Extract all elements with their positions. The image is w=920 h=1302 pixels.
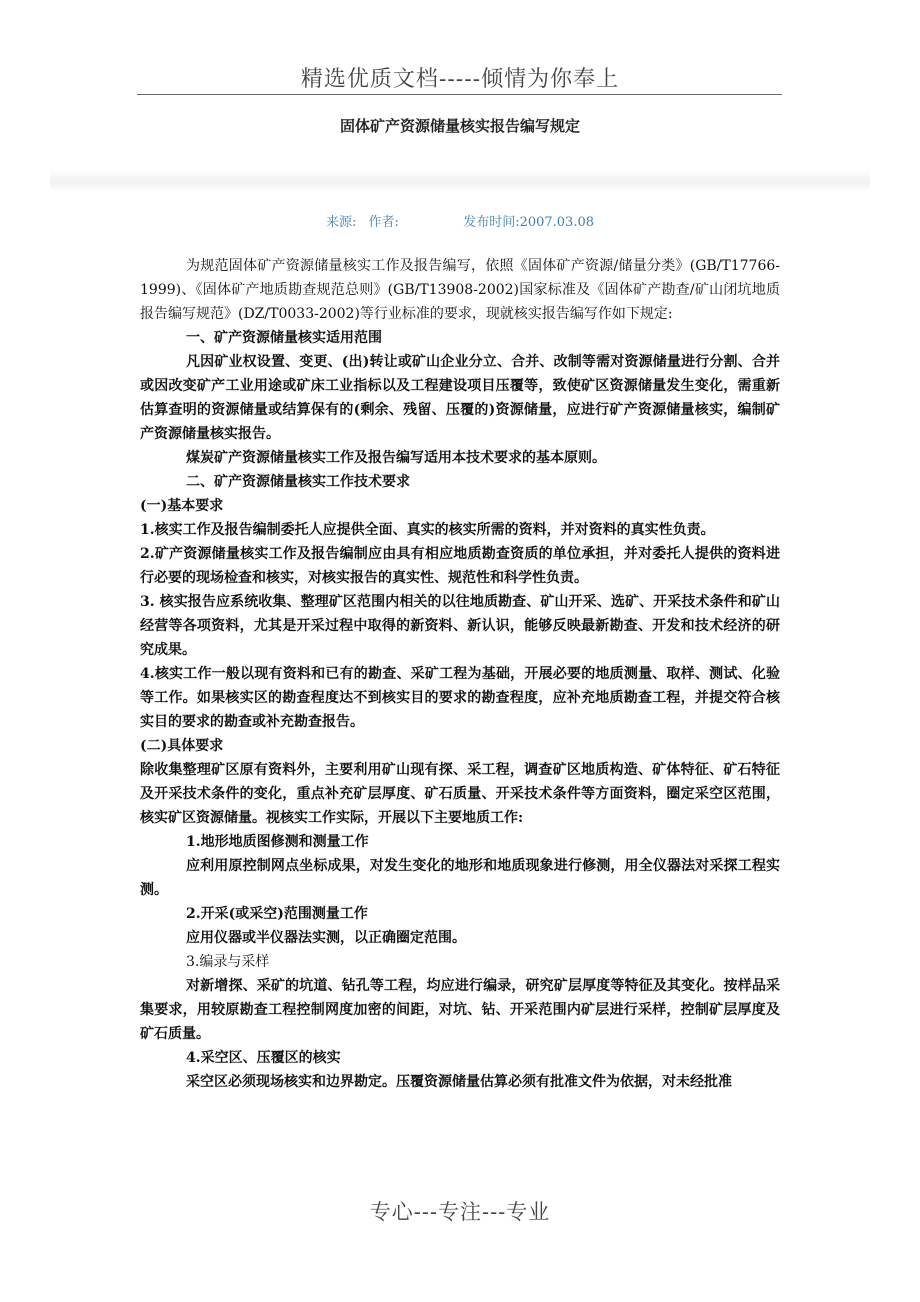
work-item-4-text: 采空区必须现场核实和边界勘定。压覆资源储量估算必须有批准文件为依据，对未经批准: [186, 1074, 732, 1090]
source-label: 来源:: [325, 215, 357, 230]
author-label: 作者:: [368, 215, 399, 230]
header-divider: [137, 94, 782, 95]
subsection-basic-requirements: (一)基本要求: [140, 498, 224, 514]
title-shadow-divider: [50, 170, 870, 192]
publish-date: 发布时间:2007.03.08: [463, 215, 595, 230]
page-header-banner: 精选优质文档-----倾情为你奉上: [300, 67, 620, 92]
specific-requirements-paragraph: 除收集整理矿区原有资料外，主要利用矿山现有探、采工程，调查矿区地质构造、矿体特征、矿石特征及开采技术条件的变化，重点补充矿层厚度、矿石质量、开采技术条件等方面资料，圈定采空区范围，核实矿区资源储量。视核实工作实际，开展以下主要地质工作:: [140, 762, 780, 826]
work-item-1-heading: 1.地形地质图修测和测量工作: [186, 834, 369, 850]
work-item-2-heading: 2.开采(或采空)范围测量工作: [186, 906, 368, 922]
intro-paragraph: 为规范固体矿产资源储量核实工作及报告编写，依照《固体矿产资源/储量分类》(GB/T17766-1999)、《固体矿产地质勘查规范总则》(GB/T13908-2002)国家标准及《固体矿产勘查/矿山闭坑地质报告编写规范》(DZ/T0033-2002)等行业标准的要求，现就核实报告编写作如下规定:: [140, 258, 780, 322]
document-body: [140, 254, 780, 1094]
coal-paragraph: 煤炭矿产资源储量核实工作及报告编写适用本技术要求的基本原则。: [186, 450, 606, 466]
page-footer-banner: 专心---专注---专业: [369, 1200, 551, 1224]
work-item-2-text: 应用仪器或半仪器法实测，以正确圈定范围。: [186, 930, 466, 946]
work-item-1-text: 应利用原控制网点坐标成果，对发生变化的地形和地质现象进行修测，用全仪器法对采探工程实测。: [140, 858, 780, 898]
section-heading-1: 一、矿产资源储量核实适用范围: [186, 330, 382, 346]
document-meta: [0, 211, 920, 230]
section-heading-2: 二、矿产资源储量核实工作技术要求: [186, 474, 410, 490]
work-item-3-text: 对新增探、采矿的坑道、钻孔等工程，均应进行编录，研究矿层厚度等特征及其变化。按样品采集要求，用较原勘查工程控制网度加密的间距，对坑、钻、开采范围内矿层进行采样，控制矿层厚度及矿石质量。: [140, 978, 780, 1042]
requirement-item-3: 3. 核实报告应系统收集、整理矿区范围内相关的以往地质勘查、矿山开采、选矿、开采技术条件和矿山经营等各项资料，尤其是开采过程中取得的新资料、新认识，能够反映最新勘查、开发和技术经济的研究成果。: [140, 594, 780, 658]
work-item-4-heading: 4.采空区、压覆区的核实: [186, 1050, 341, 1066]
work-item-3-heading: 3.编录与采样: [186, 954, 270, 970]
requirement-item-4: 4.核实工作一般以现有资料和已有的勘查、采矿工程为基础，开展必要的地质测量、取样、测试、化验等工作。如果核实区的勘查程度达不到核实目的要求的勘查程度，应补充地质勘查工程，并提交符合核实目的要求的勘查或补充勘查报告。: [140, 666, 780, 730]
subsection-specific-requirements: (二)具体要求: [140, 738, 224, 754]
document-title: 固体矿产资源储量核实报告编写规定: [339, 117, 580, 135]
requirement-item-2: 2.矿产资源储量核实工作及报告编制应由具有相应地质勘查资质的单位承担，并对委托人提供的资料进行必要的现场检查和核实，对核实报告的真实性、规范性和科学性负责。: [140, 546, 780, 586]
requirement-item-1: 1.核实工作及报告编制委托人应提供全面、真实的核实所需的资料，并对资料的真实性负责。: [140, 522, 715, 538]
scope-paragraph: 凡因矿业权设置、变更、(出)转让或矿山企业分立、合并、改制等需对资源储量进行分割、合并或因改变矿产工业用途或矿床工业指标以及工程建设项目压覆等，致使矿区资源储量发生变化，需重新估算查明的资源储量或结算保有的(剩余、残留、压覆的)资源储量，应进行矿产资源储量核实，编制矿产资源储量核实报告。: [140, 354, 780, 442]
